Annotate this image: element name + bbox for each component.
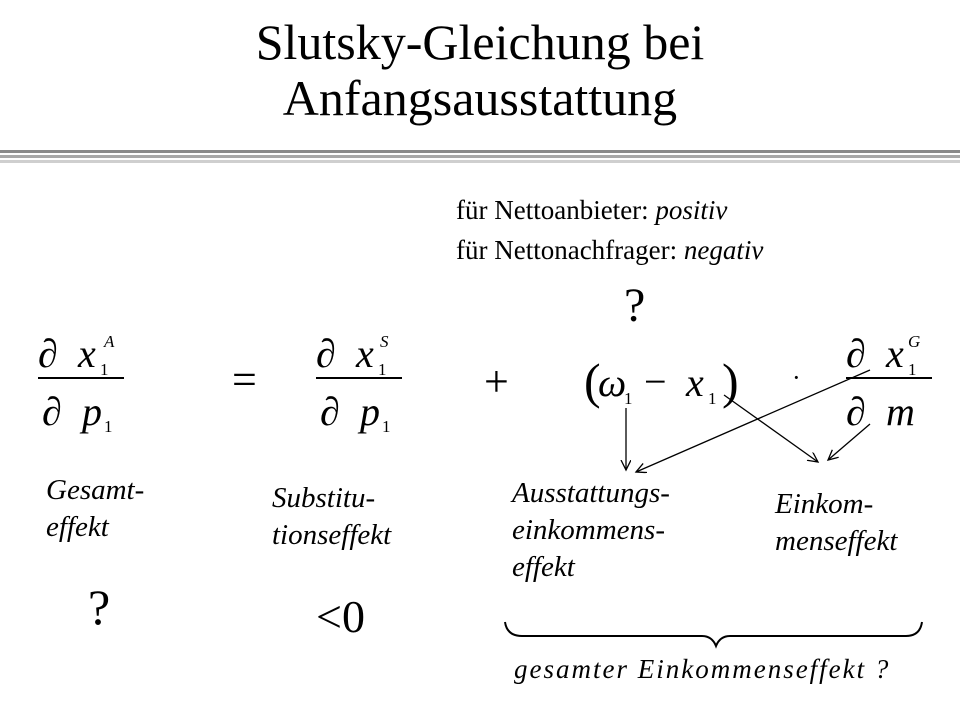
numerator-superscript: S (380, 332, 389, 351)
denominator-partial-symbol: ∂ (846, 389, 866, 434)
arrow-x-to-income-effect (724, 395, 818, 462)
open-parenthesis: ( (584, 353, 601, 409)
label-total-effect (46, 472, 144, 546)
numerator-subscript: 1 (100, 360, 109, 379)
note-net-demander-value: negativ (683, 235, 764, 265)
arrow-income-derivative-to-endowment-effect (636, 370, 870, 472)
underbrace (505, 622, 922, 646)
numerator-x: x (886, 331, 904, 376)
endowment-difference (584, 353, 739, 409)
note-net-supplier-prefix: für Nettoanbieter: (456, 195, 656, 225)
omega-subscript: 1 (624, 389, 633, 408)
denominator-subscript: 1 (382, 417, 391, 436)
label-income-effect (775, 486, 897, 560)
title-line-2: Anfangsausstattung (282, 70, 678, 126)
label-endowment-income-effect-line-3: effekt (512, 551, 575, 583)
numerator-x: x (78, 331, 96, 376)
label-substitution-effect (272, 480, 391, 554)
substitution-effect-sign: <0 (316, 591, 365, 642)
x-subscript: 1 (708, 389, 717, 408)
numerator-superscript: G (908, 332, 921, 351)
label-endowment-income-effect (512, 475, 670, 586)
numerator-partial-symbol: ∂ (846, 331, 866, 376)
total-effect-sign: ? (88, 579, 111, 635)
label-endowment-income-effect-line-2: einkommens- (512, 514, 666, 546)
numerator-subscript: 1 (908, 360, 917, 379)
numerator-partial-symbol: ∂ (38, 331, 58, 376)
label-substitution-effect-line-2: tionseffekt (272, 519, 392, 551)
minus-sign: − (644, 359, 667, 404)
note-net-demander-prefix: für Nettonachfrager: (456, 235, 684, 265)
numerator-superscript: A (104, 332, 115, 351)
total-effect-derivative (38, 331, 124, 436)
multiplication-dot: · (792, 363, 801, 392)
numerator-x: x (356, 331, 374, 376)
label-endowment-income-effect-line-1: Ausstattungs- (512, 477, 670, 509)
denominator-p: p (360, 389, 380, 434)
note-net-supplier-value: positiv (655, 195, 728, 225)
omega-symbol: ω (598, 360, 627, 405)
label-substitution-effect-line-1: Substitu- (272, 482, 376, 514)
numerator-partial-symbol: ∂ (316, 331, 336, 376)
endowment-sign-question-mark: ? (624, 279, 646, 332)
brace-caption: gesamter Einkommenseffekt ? (514, 654, 891, 684)
title-line-1: Slutsky-Gleichung bei (255, 14, 705, 70)
denominator-partial-symbol: ∂ (42, 389, 62, 434)
plus-sign: + (484, 357, 509, 406)
denominator-subscript: 1 (104, 417, 113, 436)
equals-sign: = (232, 355, 257, 404)
denominator-p: p (82, 389, 102, 434)
substitution-effect-derivative (316, 331, 402, 436)
numerator-subscript: 1 (378, 360, 387, 379)
label-total-effect-line-1: Gesamt- (46, 474, 145, 506)
label-income-effect-line-1: Einkom- (775, 488, 874, 520)
income-effect-derivative (846, 331, 932, 434)
label-total-effect-line-2: effekt (46, 511, 109, 543)
x-symbol: x (686, 360, 704, 405)
label-income-effect-line-2: menseffekt (775, 525, 898, 557)
denominator-partial-symbol: ∂ (320, 389, 340, 434)
denominator-m: m (886, 389, 915, 434)
close-parenthesis: ) (722, 353, 739, 409)
